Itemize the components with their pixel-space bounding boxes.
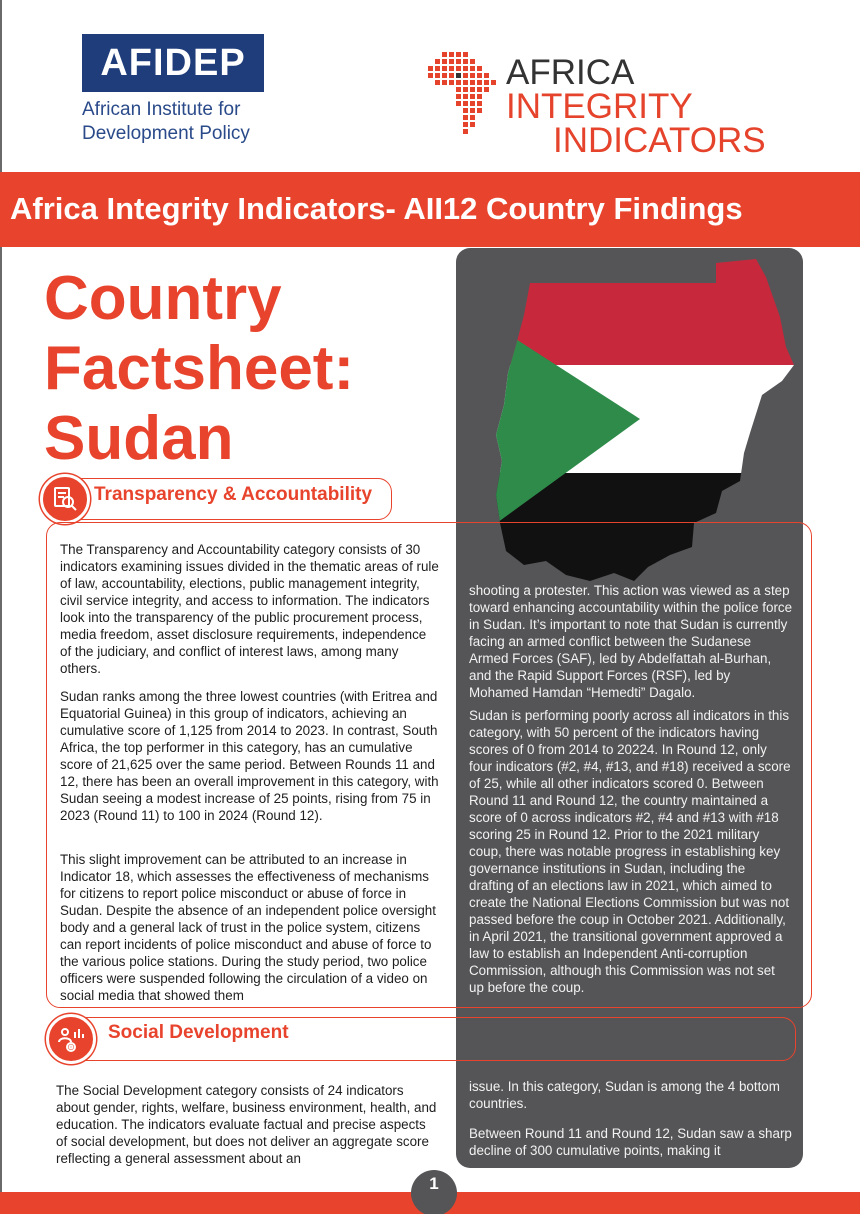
social-para-1: The Social Development category consists of 24 indicators about gender, rights, welfare, business environment, health, and education. The indicators evaluate factual and precise aspects of social development, but does not deliver an aggregate score reflecting a general assessment about an xyxy=(56,1083,437,1166)
transparency-para-3: This slight improvement can be attributed to an increase in Indicator 18, which assesses the effectiveness of mechanisms for citizens to report police misconduct or abuse of force in Sudan. Despite the absence of an independent police oversight body and a general lack of trust in the police system, citizens can report incidents of police misconduct and abuse of force to the various police stations. During the study period, two police officers were suspended following the circulation of a video on social media that showed them xyxy=(60,852,436,1003)
aii-wordmark xyxy=(506,53,808,160)
social-panel-para-1: issue. In this category, Sudan is among the 4 bottom countries. xyxy=(469,1079,780,1111)
afidep-subtitle-line1: African Institute for xyxy=(82,99,241,120)
social-heading-label: Social Development xyxy=(108,1022,289,1043)
page-number: 1 xyxy=(411,1170,457,1214)
transparency-heading xyxy=(40,474,90,524)
social-heading xyxy=(46,1014,96,1064)
page-title-line1: Country xyxy=(44,264,282,333)
afidep-logo-box: AFIDEP xyxy=(82,34,264,92)
afidep-subtitle xyxy=(82,98,264,146)
aii-word-integrity: INTEGRITY xyxy=(506,87,693,126)
page-title-line3: Sudan xyxy=(44,404,234,473)
social-panel-para-2: Between Round 11 and Round 12, Sudan saw a sharp decline of 300 cumulative points, making it xyxy=(469,1126,792,1158)
transparency-panel-para-2: Sudan is performing poorly across all indicators in this category, with 50 percent of the indicators having scores of 0 from 2014 to 20224. In Round 12, only four indicators (#2, #4, #13, and #18) received a score of 25, while all other indicators scored 0. Between Round 11 and Round 12, the country maintained a score of 0 across indicators #2, #4 and #13 with #18 scoring 25 in Round 12. Prior to the 2021 military coup, there was notable progress in establishing key governance institutions in Sudan, including the drafting of an elections law in 2021, which aimed to create the National Elections Commission but was not passed before the coup in October 2021. Additionally, in April 2021, the transitional government approved a law to establish an Independent Anti-corruption Commission, although this Commission was not set up before the coup. xyxy=(469,708,791,995)
africa-dot-map-icon xyxy=(428,50,498,136)
title-banner xyxy=(0,172,860,247)
aii-logo xyxy=(428,50,808,160)
page-title xyxy=(44,264,444,474)
afidep-subtitle-line2: Development Policy xyxy=(82,123,250,144)
aii-word-indicators: INDICATORS xyxy=(553,121,766,160)
transparency-panel-para-1: shooting a protester. This action was viewed as a step toward enhancing accountability within the police force in Sudan. It’s important to note that Sudan is currently facing an armed conflict between the Sudanese Armed Forces (SAF), led by Abdelfattah al-Burhan, and the Rapid Support Forces (RSF), led by Mohamed Hamdan “Hemedti” Dagalo. xyxy=(469,583,793,700)
aii-word-africa: AFRICA xyxy=(506,53,633,92)
transparency-heading-label: Transparency & Accountability xyxy=(94,484,373,505)
transparency-para-1: The Transparency and Accountability category consists of 30 indicators examining issues divided in the thematic areas of rule of law, accountability, elections, public management integrity, civil service integrity, and access to information. The indicators look into the transparency of the public procurement process, media freedom, asset disclosure requirements, independence of the judiciary, and conflict of interest laws, among many others. xyxy=(60,542,439,676)
people-gear-chart-icon xyxy=(46,1014,96,1064)
banner-title: Africa Integrity Indicators- AII12 Country Findings xyxy=(10,191,743,226)
afidep-logo xyxy=(82,34,264,146)
transparency-para-2: Sudan ranks among the three lowest countries (with Eritrea and Equatorial Guinea) in this group of indicators, achieving an cumulative score of 1,125 from 2014 to 2023. In contrast, South Africa, the top performer in this category, has an cumulative score of 21,625 over the same period. Between Rounds 11 and 12, there has been an overall improvement in this category, with Sudan seeing a modest increase of 25 points, rising from 75 in 2023 (Round 11) to 100 in 2024 (Round 12). xyxy=(60,689,439,823)
page-title-line2: Factsheet: xyxy=(44,334,355,403)
magnifier-document-icon xyxy=(40,474,90,524)
